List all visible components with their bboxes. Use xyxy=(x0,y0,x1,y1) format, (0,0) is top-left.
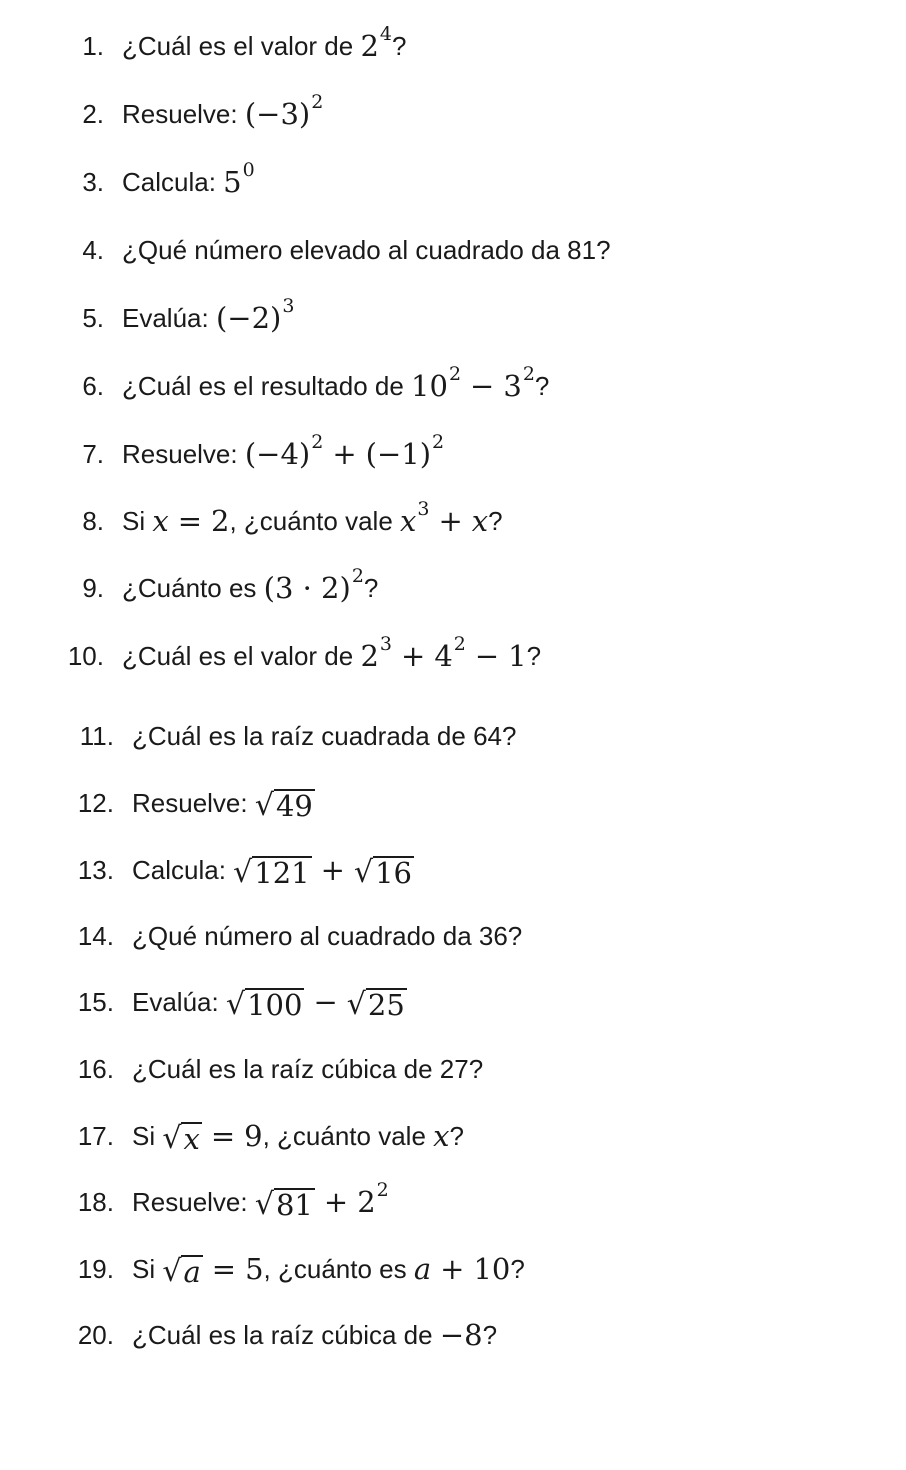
question-number: 4. xyxy=(82,235,104,265)
math-exponent: 4 xyxy=(379,23,392,45)
math-power xyxy=(264,563,364,613)
question-number: 3. xyxy=(82,167,104,197)
radicand: x xyxy=(183,1122,200,1156)
math-value: 1 xyxy=(508,639,527,673)
math-operator: + xyxy=(440,1252,465,1286)
question-item xyxy=(0,563,880,613)
question-text xyxy=(132,1177,389,1227)
math-equation xyxy=(162,1111,262,1161)
math-exponent: 2 xyxy=(376,1179,389,1201)
question-number: 2. xyxy=(82,99,104,129)
question-text: ¿Qué número elevado al cuadrado da 81? xyxy=(122,235,611,265)
math-equation xyxy=(152,496,229,546)
math-exponent: 2 xyxy=(351,565,364,587)
math-variable: x xyxy=(471,504,489,538)
question-number: 9. xyxy=(82,573,104,603)
question-text xyxy=(132,977,407,1027)
question-item xyxy=(0,711,880,761)
question-item xyxy=(0,21,880,71)
question-number: 13. xyxy=(77,855,114,885)
math-operator: + xyxy=(323,1185,349,1219)
question-item xyxy=(0,845,880,895)
question-text xyxy=(132,1244,525,1294)
question-text xyxy=(122,429,444,479)
math-equation xyxy=(162,1244,263,1294)
math-base: (3 · 2) xyxy=(263,571,351,605)
question-suffix: ? xyxy=(510,1254,525,1284)
question-number: 1. xyxy=(82,31,104,61)
math-variable: x xyxy=(152,504,169,538)
question-item xyxy=(0,977,880,1027)
math-operator: + xyxy=(438,504,463,538)
question-number: 8. xyxy=(82,506,104,536)
radical-sign-icon: √ xyxy=(254,1187,274,1222)
question-text xyxy=(132,1310,497,1360)
question-prefix: ¿Cuál es la raíz cúbica de xyxy=(132,1320,440,1350)
math-operator: = xyxy=(211,1252,237,1286)
question-prefix: ¿Cuál es el resultado de xyxy=(122,371,412,401)
math-base: (−2) xyxy=(215,301,282,335)
question-number: 5. xyxy=(82,303,104,333)
question-middle: , ¿cuánto es xyxy=(263,1254,414,1284)
question-prefix: Resuelve: xyxy=(122,439,245,469)
question-number: 20. xyxy=(77,1320,114,1350)
question-number: 14. xyxy=(77,921,114,951)
math-operator: − xyxy=(470,369,495,403)
question-prefix: Evalúa: xyxy=(132,987,226,1017)
math-square-root xyxy=(162,1118,201,1154)
question-item xyxy=(0,225,880,275)
question-prefix: ¿Cuál es el valor de xyxy=(122,641,361,671)
radical-sign-icon: √ xyxy=(233,855,253,890)
math-operator: = xyxy=(177,504,203,538)
question-item xyxy=(0,496,880,546)
math-expression xyxy=(433,1111,449,1161)
question-item xyxy=(0,429,880,479)
math-expression xyxy=(233,845,414,895)
question-prefix: Calcula: xyxy=(132,855,234,885)
math-expression xyxy=(400,496,488,546)
question-middle: , ¿cuánto vale xyxy=(229,506,401,536)
question-number: 18. xyxy=(77,1187,114,1217)
question-text xyxy=(122,496,503,546)
math-exponent: 3 xyxy=(282,295,295,317)
math-power xyxy=(223,157,255,207)
question-text xyxy=(132,1111,464,1161)
math-square-root xyxy=(162,1251,202,1287)
question-text: ¿Cuál es la raíz cúbica de 27? xyxy=(132,1054,484,1084)
math-expression xyxy=(255,1177,389,1227)
question-number: 10. xyxy=(67,641,104,671)
question-number: 6. xyxy=(82,371,104,401)
radicand: 25 xyxy=(367,988,405,1022)
math-expression xyxy=(245,429,444,479)
math-expression xyxy=(226,977,407,1027)
question-number: 17. xyxy=(77,1121,114,1151)
question-suffix: ? xyxy=(526,641,542,671)
math-square-root xyxy=(347,984,407,1020)
math-exponent: 2 xyxy=(453,633,466,655)
math-base: 10 xyxy=(411,369,448,403)
radicand: 121 xyxy=(254,856,310,890)
question-prefix: Resuelve: xyxy=(132,788,255,818)
radical-sign-icon: √ xyxy=(225,987,246,1022)
question-item xyxy=(0,1244,880,1294)
question-item xyxy=(0,911,880,961)
math-base: 5 xyxy=(223,165,242,199)
math-variable: a xyxy=(413,1252,432,1286)
question-item xyxy=(0,293,880,343)
math-operator: − xyxy=(313,985,338,1019)
question-text xyxy=(122,631,541,681)
radicand: a xyxy=(183,1255,201,1289)
question-text xyxy=(122,21,406,71)
question-text xyxy=(122,563,378,613)
math-square-root xyxy=(255,785,315,821)
question-text xyxy=(132,845,414,895)
question-item xyxy=(0,778,880,828)
question-item xyxy=(0,157,880,207)
math-base: (−1) xyxy=(365,437,432,471)
math-power xyxy=(360,21,392,71)
math-expression xyxy=(414,1244,511,1294)
math-base: 2 xyxy=(360,29,379,63)
math-exponent: 2 xyxy=(432,431,445,453)
question-prefix: Si xyxy=(132,1254,163,1284)
question-prefix: Resuelve: xyxy=(122,99,245,129)
math-variable: x xyxy=(400,504,417,538)
question-text xyxy=(122,89,323,139)
math-operator: − xyxy=(474,639,500,673)
math-power xyxy=(245,89,323,139)
radicand: 81 xyxy=(275,1188,313,1222)
math-exponent: 2 xyxy=(311,91,324,113)
question-prefix: ¿Cuál es el valor de xyxy=(122,31,361,61)
question-prefix: ¿Cuánto es xyxy=(122,573,264,603)
math-operator: = xyxy=(210,1119,236,1153)
radical-sign-icon: √ xyxy=(254,788,274,823)
question-middle: , ¿cuánto vale xyxy=(262,1121,434,1151)
question-suffix: ? xyxy=(534,371,550,401)
math-value: 5 xyxy=(245,1252,264,1286)
math-exponent: 2 xyxy=(522,363,535,385)
question-item xyxy=(0,631,880,681)
question-prefix: Evalúa: xyxy=(122,303,216,333)
question-suffix: ? xyxy=(449,1121,464,1151)
question-prefix: Calcula: xyxy=(122,167,224,197)
question-number: 12. xyxy=(77,788,114,818)
question-item xyxy=(0,89,880,139)
question-prefix: Resuelve: xyxy=(132,1187,255,1217)
radicand: 49 xyxy=(275,789,313,823)
math-base: 2 xyxy=(360,639,379,673)
question-text xyxy=(132,778,315,828)
question-prefix: Si xyxy=(122,506,153,536)
question-text xyxy=(122,293,294,343)
math-base: 3 xyxy=(503,369,522,403)
math-base: (−3) xyxy=(244,97,311,131)
math-exponent: 2 xyxy=(448,363,462,385)
math-value: −8 xyxy=(439,1318,483,1352)
math-power xyxy=(216,293,294,343)
math-expression xyxy=(411,361,535,411)
question-number: 19. xyxy=(77,1254,114,1284)
math-exponent: 0 xyxy=(242,159,255,181)
question-suffix: ? xyxy=(482,1320,498,1350)
radicand: 100 xyxy=(247,988,303,1022)
math-value: 2 xyxy=(211,504,230,538)
radical-sign-icon: √ xyxy=(353,855,374,890)
math-value: 10 xyxy=(473,1252,511,1286)
radical-sign-icon: √ xyxy=(346,987,366,1022)
radical-sign-icon: √ xyxy=(162,1121,182,1156)
question-prefix: Si xyxy=(132,1121,163,1151)
radical-sign-icon: √ xyxy=(162,1254,182,1289)
math-operator: + xyxy=(401,639,426,673)
question-number: 16. xyxy=(77,1054,114,1084)
question-text xyxy=(122,361,549,411)
question-suffix: ? xyxy=(488,506,503,536)
radicand: 16 xyxy=(375,856,412,890)
math-base: 4 xyxy=(434,639,453,673)
math-exponent: 3 xyxy=(379,633,392,655)
question-number: 7. xyxy=(82,439,104,469)
question-item xyxy=(0,1310,880,1360)
math-square-root xyxy=(255,1184,315,1220)
math-base: 2 xyxy=(357,1185,376,1219)
math-exponent: 3 xyxy=(417,498,430,520)
math-base: (−4) xyxy=(244,437,311,471)
question-suffix: ? xyxy=(363,573,379,603)
math-variable: x xyxy=(433,1119,450,1153)
question-item xyxy=(0,361,880,411)
question-number: 11. xyxy=(79,721,114,751)
question-text: ¿Qué número al cuadrado da 36? xyxy=(132,921,523,951)
question-number: 15. xyxy=(77,987,114,1017)
question-text: ¿Cuál es la raíz cuadrada de 64? xyxy=(132,721,517,751)
math-operator: + xyxy=(320,853,345,887)
question-text xyxy=(122,157,255,207)
question-item xyxy=(0,1177,880,1227)
question-suffix: ? xyxy=(392,31,407,61)
math-square-root xyxy=(233,852,311,888)
math-square-root xyxy=(226,984,304,1020)
question-item xyxy=(0,1044,880,1094)
math-expression xyxy=(360,631,526,681)
math-square-root xyxy=(354,852,414,888)
math-value: 9 xyxy=(244,1119,263,1153)
math-exponent: 2 xyxy=(311,431,324,453)
question-item xyxy=(0,1111,880,1161)
math-operator: + xyxy=(332,437,357,471)
